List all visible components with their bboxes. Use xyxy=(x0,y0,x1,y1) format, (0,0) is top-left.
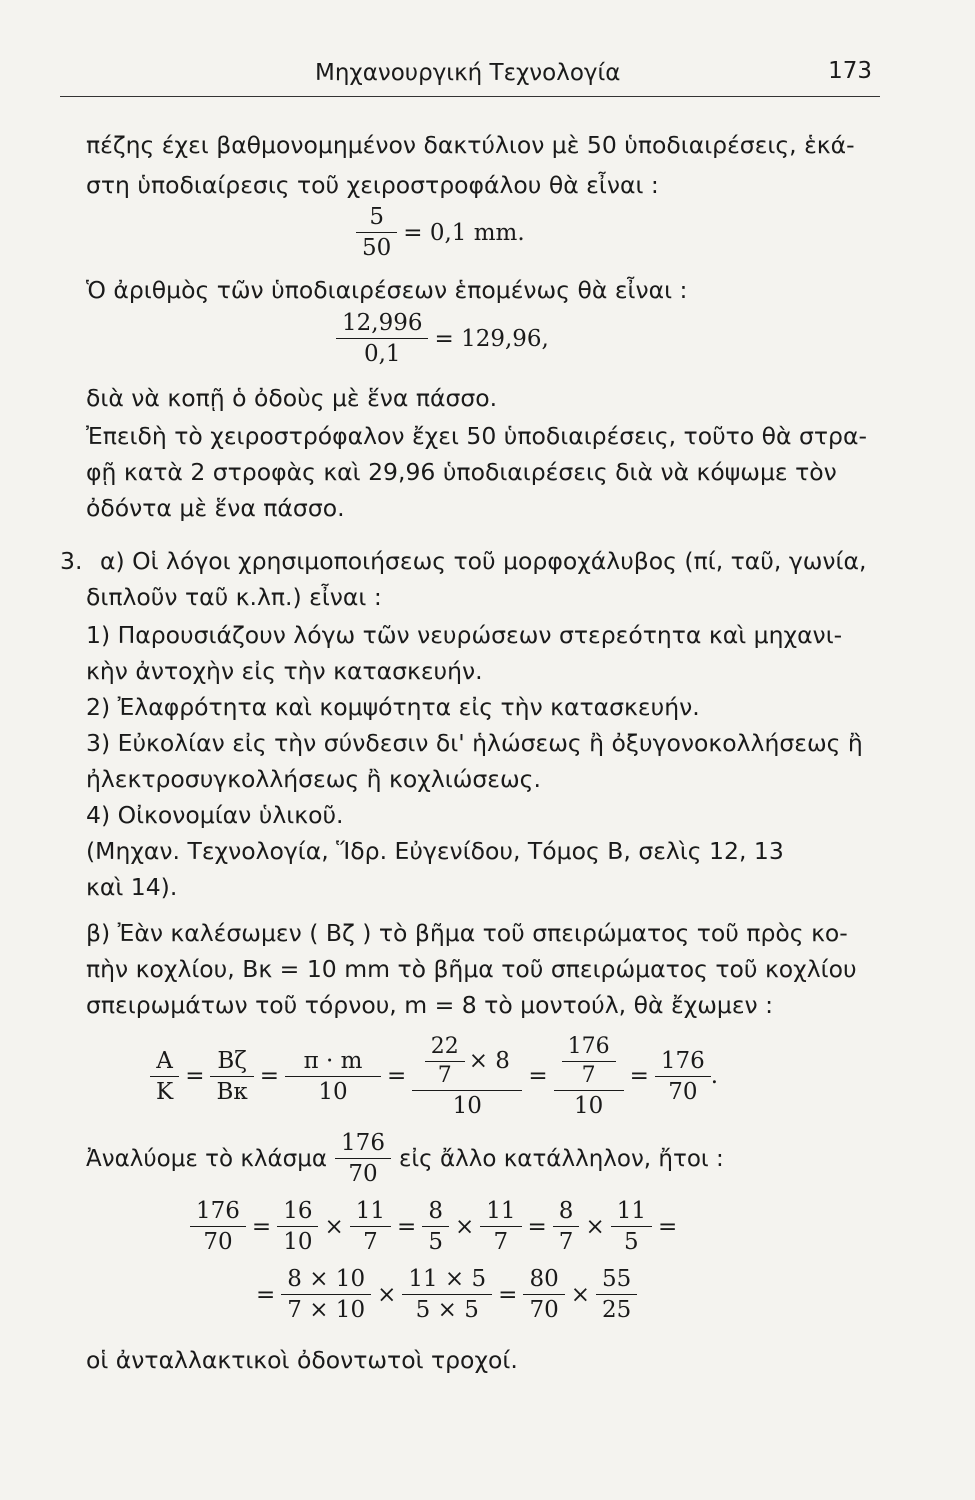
equation-result: = 0,1 mm. xyxy=(403,219,525,246)
text-line: 4) Οἰκονομίαν ὑλικοῦ. xyxy=(86,801,344,829)
fraction: $\frac{11}{5}$ xyxy=(611,1198,652,1255)
text-line: Ὁ ἀριθμὸς τῶν ὑποδιαιρέσεων ἑπομένως θὰ εἶναι : xyxy=(86,276,688,304)
text-line: καὶ 14). xyxy=(86,873,178,901)
text-line: β) Ἐὰν καλέσωμεν ( Bζ ) τὸ βῆμα τοῦ σπειρώματος τοῦ πρὸς κο- xyxy=(86,919,848,947)
text-span: Ἀναλύομε τὸ κλάσμα xyxy=(86,1145,328,1172)
fraction: $\frac{80}{70}$ xyxy=(523,1266,564,1323)
text-line: ἠλεκτροσυγκολλήσεως ἢ κοχλιώσεως. xyxy=(86,765,541,793)
fraction-176-7-over-10: $\frac{\frac{176}{7}}{10}$ xyxy=(554,1034,624,1119)
text-line: πὴν κοχλίου, Bκ = 10 mm τὸ βῆμα τοῦ σπειρώματος τοῦ κοχλίου xyxy=(86,955,857,983)
text-line: Ἐπειδὴ τὸ χειροστρόφαλον ἔχει 50 ὑποδιαιρέσεις, τοῦτο θὰ στρα- xyxy=(86,422,867,450)
analysis-line xyxy=(86,1130,724,1187)
page-number: 173 xyxy=(828,58,872,84)
fraction: $\frac{176}{70}$ xyxy=(190,1198,246,1255)
text-line: φῇ κατὰ 2 στροφὰς καὶ 29,96 ὑποδιαιρέσεις διὰ νὰ κόψωμε τὸν xyxy=(86,458,837,486)
text-line: ὀδόντα μὲ ἕνα πάσσο. xyxy=(86,494,345,522)
fraction: $\frac{11}{7}$ xyxy=(480,1198,521,1255)
equation-division xyxy=(336,310,555,367)
fraction-22-7-times-8: $\frac{22}{7}$ × 8 10 xyxy=(412,1034,522,1119)
equation-result: = 129,96, xyxy=(434,325,549,352)
fraction: $\frac{12,996}{0,1}$ xyxy=(336,310,428,367)
running-title: Μηχανουργική Τεχνολογία xyxy=(315,60,621,86)
fraction-22-7: $\frac{22}{7}$ xyxy=(425,1034,465,1088)
text-line: πέζης έχει βαθμονομημένον δακτύλιον μὲ 50 ὑποδιαιρέσεις, ἑκά- xyxy=(86,131,855,159)
text-line: διπλοῦν ταῦ κ.λπ.) εἶναι : xyxy=(86,583,382,611)
text-line: 3) Εὐκολίαν εἰς τὴν σύνδεσιν δι' ἡλώσεως ἢ ὀξυγονοκολλήσεως ἢ xyxy=(86,729,863,757)
period: . xyxy=(710,1063,719,1089)
text-line: διὰ νὰ κοπῇ ὁ ὀδοὺς μὲ ἕνα πάσσο. xyxy=(86,384,498,412)
fraction: $\frac{8}{5}$ xyxy=(422,1198,449,1255)
fraction: $\frac{11}{7}$ xyxy=(350,1198,391,1255)
header-rule xyxy=(60,96,880,97)
text-span: εἰς ἄλλο κατάλληλον, ἤτοι : xyxy=(398,1145,724,1172)
fraction-a-k: $\frac{A}{K}$ xyxy=(150,1048,179,1105)
fraction-176-70: $\frac{176}{70}$ xyxy=(335,1130,391,1187)
text-line: (Μηχαν. Τεχνολογία, Ἵδρ. Εὐγενίδου, Τόμος Β, σελὶς 12, 13 xyxy=(86,837,784,865)
text-line: σπειρωμάτων τοῦ τόρνου, m = 8 τὸ μοντούλ, θὰ ἔχωμεν : xyxy=(86,991,774,1019)
text-line: 1) Παρουσιάζουν λόγω τῶν νευρώσεων στερεότητα καὶ μηχανι- xyxy=(86,621,843,649)
fraction-176-70: $\frac{176}{70}$ xyxy=(655,1048,711,1105)
fraction: $\frac{8}{7}$ xyxy=(553,1198,580,1255)
text-line: 2) Ἐλαφρότητα καὶ κομψότητα εἰς τὴν κατασκευήν. xyxy=(86,693,700,721)
fraction-b-ratio: $\frac{B\zeta}{B\kappa}$ xyxy=(210,1048,253,1105)
item-number: 3. xyxy=(60,547,83,575)
gear-pairs-equation: = $\frac{8 \times 10}{7 \times 10}$ × $\frac{11 \times 5}{5 \times 5}$ = $\frac{80}{70}$ × $\frac{55}{25}$ xyxy=(250,1266,637,1323)
text-line: α) Οἱ λόγοι χρησιμοποιήσεως τοῦ μορφοχάλυβος (πί, ταῦ, γωνία, xyxy=(100,547,867,575)
text-line: στη ὑποδιαίρεσις τοῦ χειροστροφάλου θὰ εἶναι : xyxy=(86,171,659,199)
fraction: $\frac{16}{10}$ xyxy=(277,1198,318,1255)
fraction: $\frac{8 \times 10}{7 \times 10}$ xyxy=(281,1266,371,1323)
fraction: $\frac{5}{50}$ xyxy=(356,204,397,261)
fraction: $\frac{55}{25}$ xyxy=(596,1266,637,1323)
multiplier: × 8 xyxy=(468,1047,510,1074)
fraction-176-7: $\frac{176}{7}$ xyxy=(562,1034,616,1088)
gear-ratio-equation: $\frac{A}{K}$ = $\frac{B\zeta}{B\kappa}$ = $\frac{\pi \cdot m}{10}$ = $\frac{22}{7}$ × 8 10 = $\frac{\frac{176}{7}}{10}$ = $\frac{176}{70}$ . xyxy=(150,1024,718,1128)
text-line: οἱ ἀνταλλακτικοὶ ὀδοντωτοὶ τροχοί. xyxy=(86,1346,518,1374)
fraction-pi-m: $\frac{\pi \cdot m}{10}$ xyxy=(285,1048,381,1105)
equation-step xyxy=(356,204,531,261)
page-header xyxy=(60,56,880,92)
decomposition-equation: $\frac{176}{70}$ = $\frac{16}{10}$ × $\frac{11}{7}$ = $\frac{8}{5}$ × $\frac{11}{7}$ = $\frac{8}{7}$ × $\frac{11}{5}$ = xyxy=(190,1198,683,1255)
fraction: $\frac{11 \times 5}{5 \times 5}$ xyxy=(402,1266,492,1323)
text-line: κὴν ἀντοχὴν εἰς τὴν κατασκευήν. xyxy=(86,657,483,685)
